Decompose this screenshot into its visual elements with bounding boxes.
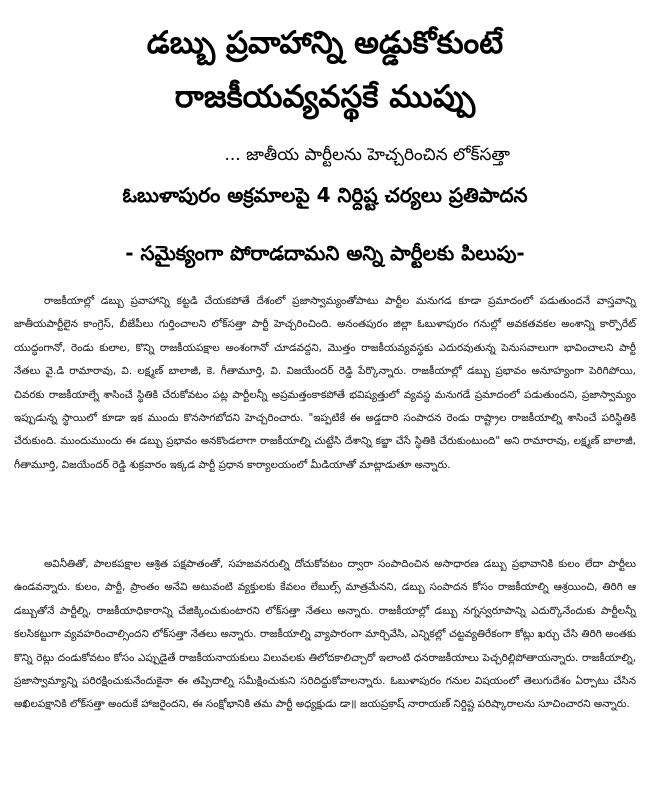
proposal-subheading: ఓబుళాపురం అక్రమాలపై 4 నిర్దిష్ట చర్యలు ప్రతిపాదన [122,183,528,207]
kicker-subheading: ... జాతీయ పార్టీలను హెచ్చరించిన లోక్‌సత్తా [224,145,510,165]
body-paragraph-2: అవినీతితో, పాలకపక్షాల ఆశ్రిత పక్షపాతంతో, సహజవనరుల్ని దోచుకోవటం ద్వారా సంపాదించిన అసాధారణ డబ్బు ప్రభావానికి కులం లేదా పార్టీలు ఉండవన్నారు. కులం, పార్టీ, ప్రాంతం అనేవి అటువంటి వ్యక్తులకు కేవలం లేబుల్స్ మాత్రమేనని, డబ్బు సంపాదన కోసం రాజకీయాల్ని ఆశ్రయించి, తిరిగి ఆ డబ్బుతోనే పార్టీల్ని, రాజకీయాధికారాన్ని చేజిక్కించుకుంటారని లోక్‌సత్తా నేతలు అన్నారు. రాజకీయాల్లో డబ్బు నగ్నస్వరూపాన్ని ఎదుర్కొనేందుకు పార్టీలన్నీ కలసికట్టుగా వ్యవహరించాల్సిందని లోక్‌సత్తా నేతలు అన్నారు. రాజకీయాల్ని వ్యాపారంగా మార్చివేసి, ఎన్నికల్లో చట్టవ్యతిరేకంగా కోట్లు ఖర్చు చేసి తిరిగి అంతకు కొన్ని రెట్లు దండుకోవటం కోసం ఎప్పుడైతే రాజకీయనాయకులు విలువలకు తిలోదకాలిచ్చారో ఇలాంటి ధనరాజకీయాలు పెచ్చరిల్లిపోతాయన్నారు. రాజకీయాల్ని, ప్రజాస్వామ్యాన్ని పరిరక్షించుకునేందుకైనా ఈ తప్పిదాల్ని సమీక్షించుకుని సరిదిద్దుకోవాలన్నారు. ఓబుళాపురం గనుల విషయంలో తెలుగుదేశం ఏర్పాటు చేసిన అఖిలపక్షానికి లోక్‌సత్తా అందుకే హాజరైందని, ఈ సంక్షోభానికి తమ పార్టీ అధ్యక్షుడు డా॥ జయప్రకాష్ నారాయణ్ నిర్దిష్ట పరిష్కారాలను సూచించారని అన్నారు. [14,558,636,711]
call-subheading: - సమైక్యంగా పోరాడదామని అన్ని పార్టీలకు పిలుపు- [125,241,525,265]
headline-line-2: రాజకీయవ్యవస్థకే ముప్పు [174,79,476,115]
body-paragraph-1: రాజకీయాల్లో డబ్బు ప్రవాహాన్ని కట్టడి చేయకపోతే దేశంలో ప్రజాస్వామ్యంతోపాటు పార్టీల మనుగడ కూడా ప్రమాదంలో పడుతుందనే వాస్తవాన్ని జాతీయపార్టీలైన కాంగ్రెస్, బీజేపీలు గుర్తించాలని లోక్‌సత్తా పార్టీ హెచ్చరించింది. అనంతపురం జిల్లా ఓబుళాపురం గనుల్లో అవకతవకల అంశాన్ని కార్పొరేట్ యుద్ధంగానో, రెండు కులాల, కొన్ని రాజకీయపక్షాల అంశంగానో చూడవద్దని, మొత్తం రాజకీయవ్యవస్థకు ఎదురవుతున్న పెనుసవాలుగా భావించాలని పార్టీ నేతలు వై.డి రామారావు, వి. లక్ష్మణ్ బాలాజీ, కె. గీతామూర్తి, వి. విజయేందర్ రెడ్డి పేర్కొన్నారు. రాజకీయాల్లో డబ్బు ప్రభావం అనూహ్యంగా పెరిగిపోయి, చివరకు రాజకీయాల్నే శాసించే స్థితికి చేరుకోవటం పట్ల పార్టీలన్నీ అప్రమత్తంకాకపోతే భవిష్యత్తులో వ్యవస్థ మనుగడే ప్రమాదంలో పడుతుందని, ప్రజాస్వామ్యం ఇప్పుడున్న స్థాయిలో కూడా ఇక ముందు కొనసాగబోదని హెచ్చరించారు. "ఇప్పటికే ఈ అడ్డదారి సంపాదన రెండు రాష్ట్రాల రాజకీయాల్ని శాసించే పరిస్థితికి చేరుకుంది. ముందుముందు ఈ డబ్బు ప్రభావం అనకొండలాగా రాజకీయాల్ని చుట్టేసి దేశాన్ని కబ్జా చేసే స్థితికి చేరుకుంటుంది" అని రామారావు, లక్ష్మణ్ బాలాజీ, గీతామూర్తి, విజయేందర్ రెడ్డి శుక్రవారం ఇక్కడ పార్టీ ప్రధాన కార్యాలయంలో మీడియాతో మాట్లాడుతూ అన్నారు. [14,295,636,471]
headline-line-1: డబ్బు ప్రవాహాన్ని అడ్డుకోకుంటే [146,25,504,61]
